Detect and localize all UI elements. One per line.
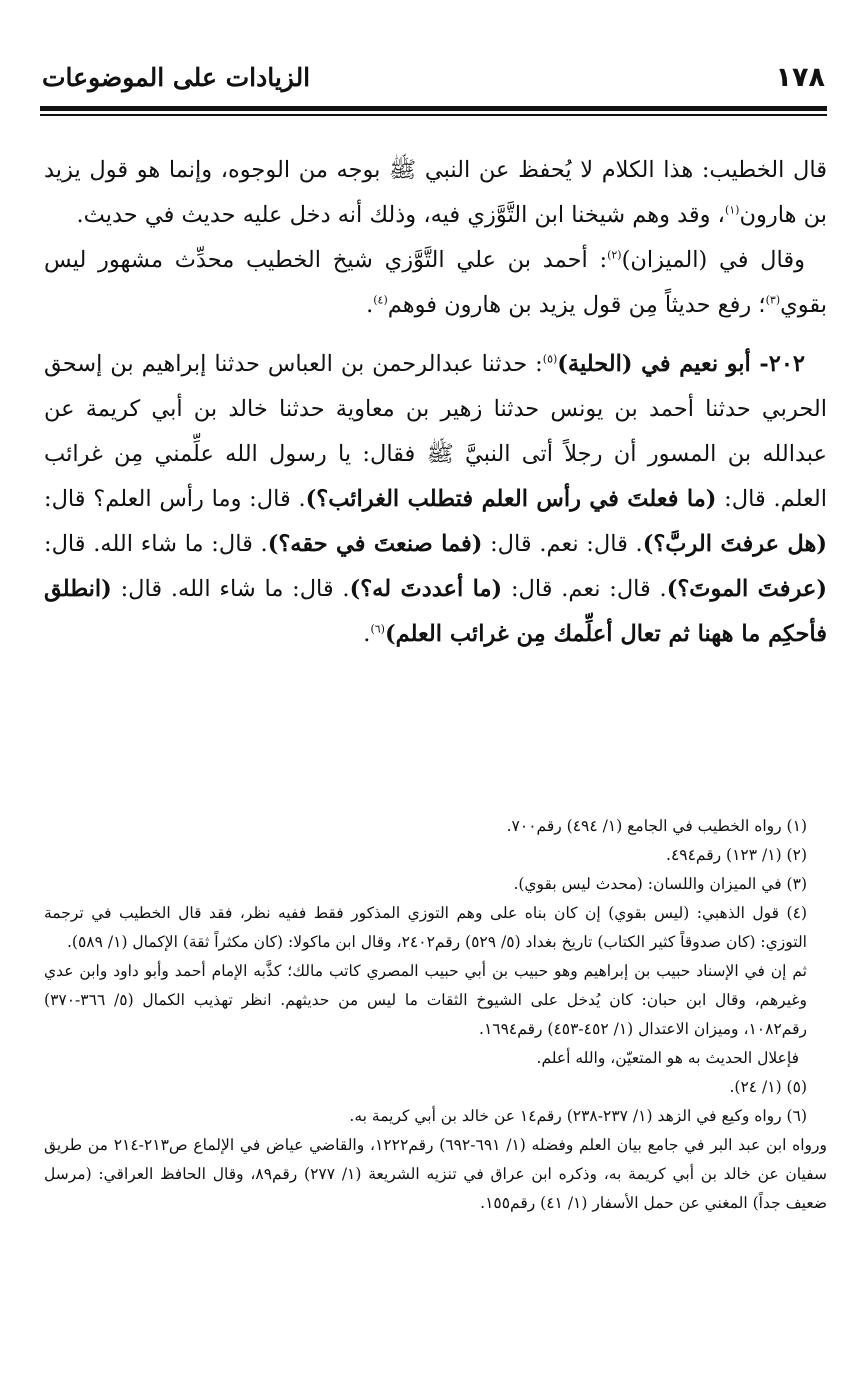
footnote-marker: (٣) xyxy=(765,293,781,307)
entry-heading: ٢٠٢- أبو نعيم في (الحلية) xyxy=(557,351,805,377)
hadith-quote: (ما فعلتَ في رأس العلم فتطلب الغرائب؟) xyxy=(305,486,717,512)
main-text xyxy=(44,148,827,657)
footnote-6-continued: ورواه ابن عبد البر في جامع بيان العلم وفضله (١/ ٦٩١-٦٩٢) رقم١٢٢٢، والقاضي عياض في الإلماع ص٢١٣-٢١٤ من طريق سفيان عن خالد بن أبي كريمة به، وذكره ابن عراق في تنزيه الشريعة (١/ ٢٧٧) رقم٨٩، وقال الحافظ العراقي: (مرسل ضعيف جداً) المغني عن حمل الأسفار (١/ ٤١) رقم١٥٥. xyxy=(44,1136,828,1212)
footnote-marker: (٢) xyxy=(607,248,622,262)
footnote-marker: (٤) xyxy=(373,293,388,307)
footnote-marker: (٦) xyxy=(370,622,385,636)
footnote-4-conclusion: فإعلال الحديث به هو المتعيّن، والله أعلم. xyxy=(536,1049,799,1067)
hadith-entry-202: ٢٠٢- أبو نعيم في (الحلية)$^{(٥)}$: حدثنا عبدالرحمن بن العباس حدثنا إبراهيم بن إسحق الحربي حدثنا أحمد بن يونس حدثنا زهير بن معاوية حدثنا خالد بن أبي كريمة عن عبدالله بن المسور أن رجلاً أتى النبيَّ ﷺ فقال: يا رسول الله علِّمني مِن غرائب العلم. قال: (ما فعلتَ في رأس العلم فتطلب الغرائب؟). قال: وما رأس العلم؟ قال: (هل عرفتَ الربَّ؟). قال: نعم. قال: (فما صنعتَ في حقه؟). قال: ما شاء الله. قال: (عرفتَ الموتَ؟). قال: نعم. قال: (ما أعددتَ له؟). قال: ما شاء الله. قال: (انطلق فأحكِم ما ههنا ثم تعال أعلِّمك مِن غرائب العلم)$^{(٦)}$. xyxy=(44,351,827,647)
hadith-quote: (عرفتَ الموتَ؟) xyxy=(666,576,827,602)
footnote-4-continued: ثم إن في الإسناد حبيب بن إبراهيم وهو حبيب بن أبي حبيب المصري كاتب مالك؛ كذَّبه الإمام أحمد وأبو داود وابن عدي وغيرهم، وقال ابن حبان: كان يُدخل على الشيوخ الثقات ما ليس من حديثهم. انظر تهذيب الكمال (٥/ ٣٦٦-٣٧٠) رقم١٠٨٢، وميزان الاعتدال (١/ ٤٥٢-٤٥٣) رقم١٦٩٤. xyxy=(44,962,807,1038)
footnote-4: (٤) قول الذهبي: (ليس بقوي) إن كان بناه على وهم التوزي المذكور فقط ففيه نظر، فقد قال الخطيب في ترجمة التوزي: (كان صدوقاً كثير الكتاب) تاريخ بغداد (٥/ ٥٢٩) رقم٢٤٠٢، وقال ابن ماكولا: (كان مكثراً ثقة) الإكمال (١/ ٥٨٩). xyxy=(44,904,807,951)
running-title: الزيادات على الموضوعات xyxy=(42,62,311,92)
footnotes xyxy=(44,812,827,1218)
hadith-quote: (فما صنعتَ في حقه؟) xyxy=(267,531,483,557)
paragraph-mizan-quote: وقال في (الميزان)$^{(٢)}$: أحمد بن علي التَّوَّزي شيخ الخطيب محدِّث مشهور ليس بقوي$^{(٣)}$؛ رفع حديثاً مِن قول يزيد بن هارون فوهم$^{(٤)}$. xyxy=(44,247,827,318)
hadith-quote: (انطلق فأحكِم ما ههنا ثم تعال أعلِّمك مِن غرائب العلم) xyxy=(44,576,827,647)
paragraph-khatib-quote: قال الخطيب: هذا الكلام لا يُحفظ عن النبي ﷺ بوجه من الوجوه، وإنما هو قول يزيد بن هارون$^{(١)}$، وقد وهم شيخنا ابن التَّوَّزي فيه، وذلك أنه دخل عليه حديث في حديث. xyxy=(44,157,827,228)
footnote-3: (٣) في الميزان واللسان: (محدث ليس بقوي). xyxy=(513,875,807,893)
hadith-quote: (ما أعددتَ له؟) xyxy=(349,576,503,602)
header-rule-thick xyxy=(40,106,827,111)
footnote-2: (٢) (١/ ١٢٣) رقم٤٩٤. xyxy=(666,846,807,864)
page-number: ١٧٨ xyxy=(775,61,825,93)
footnote-6: (٦) رواه وكيع في الزهد (١/ ٢٣٧-٢٣٨) رقم١٤ عن خالد بن أبي كريمة به. xyxy=(349,1107,807,1125)
footnote-5: (٥) (١/ ٢٤). xyxy=(729,1078,807,1096)
header-rule-thin xyxy=(40,114,827,116)
footnote-marker: (٥) xyxy=(542,352,558,366)
hadith-quote: (هل عرفتَ الربَّ؟) xyxy=(642,531,827,557)
footnote-1: (١) رواه الخطيب في الجامع (١/ ٤٩٤) رقم٧٠٠. xyxy=(506,817,807,835)
footnote-marker: (١) xyxy=(724,203,740,217)
page-header xyxy=(42,52,825,102)
